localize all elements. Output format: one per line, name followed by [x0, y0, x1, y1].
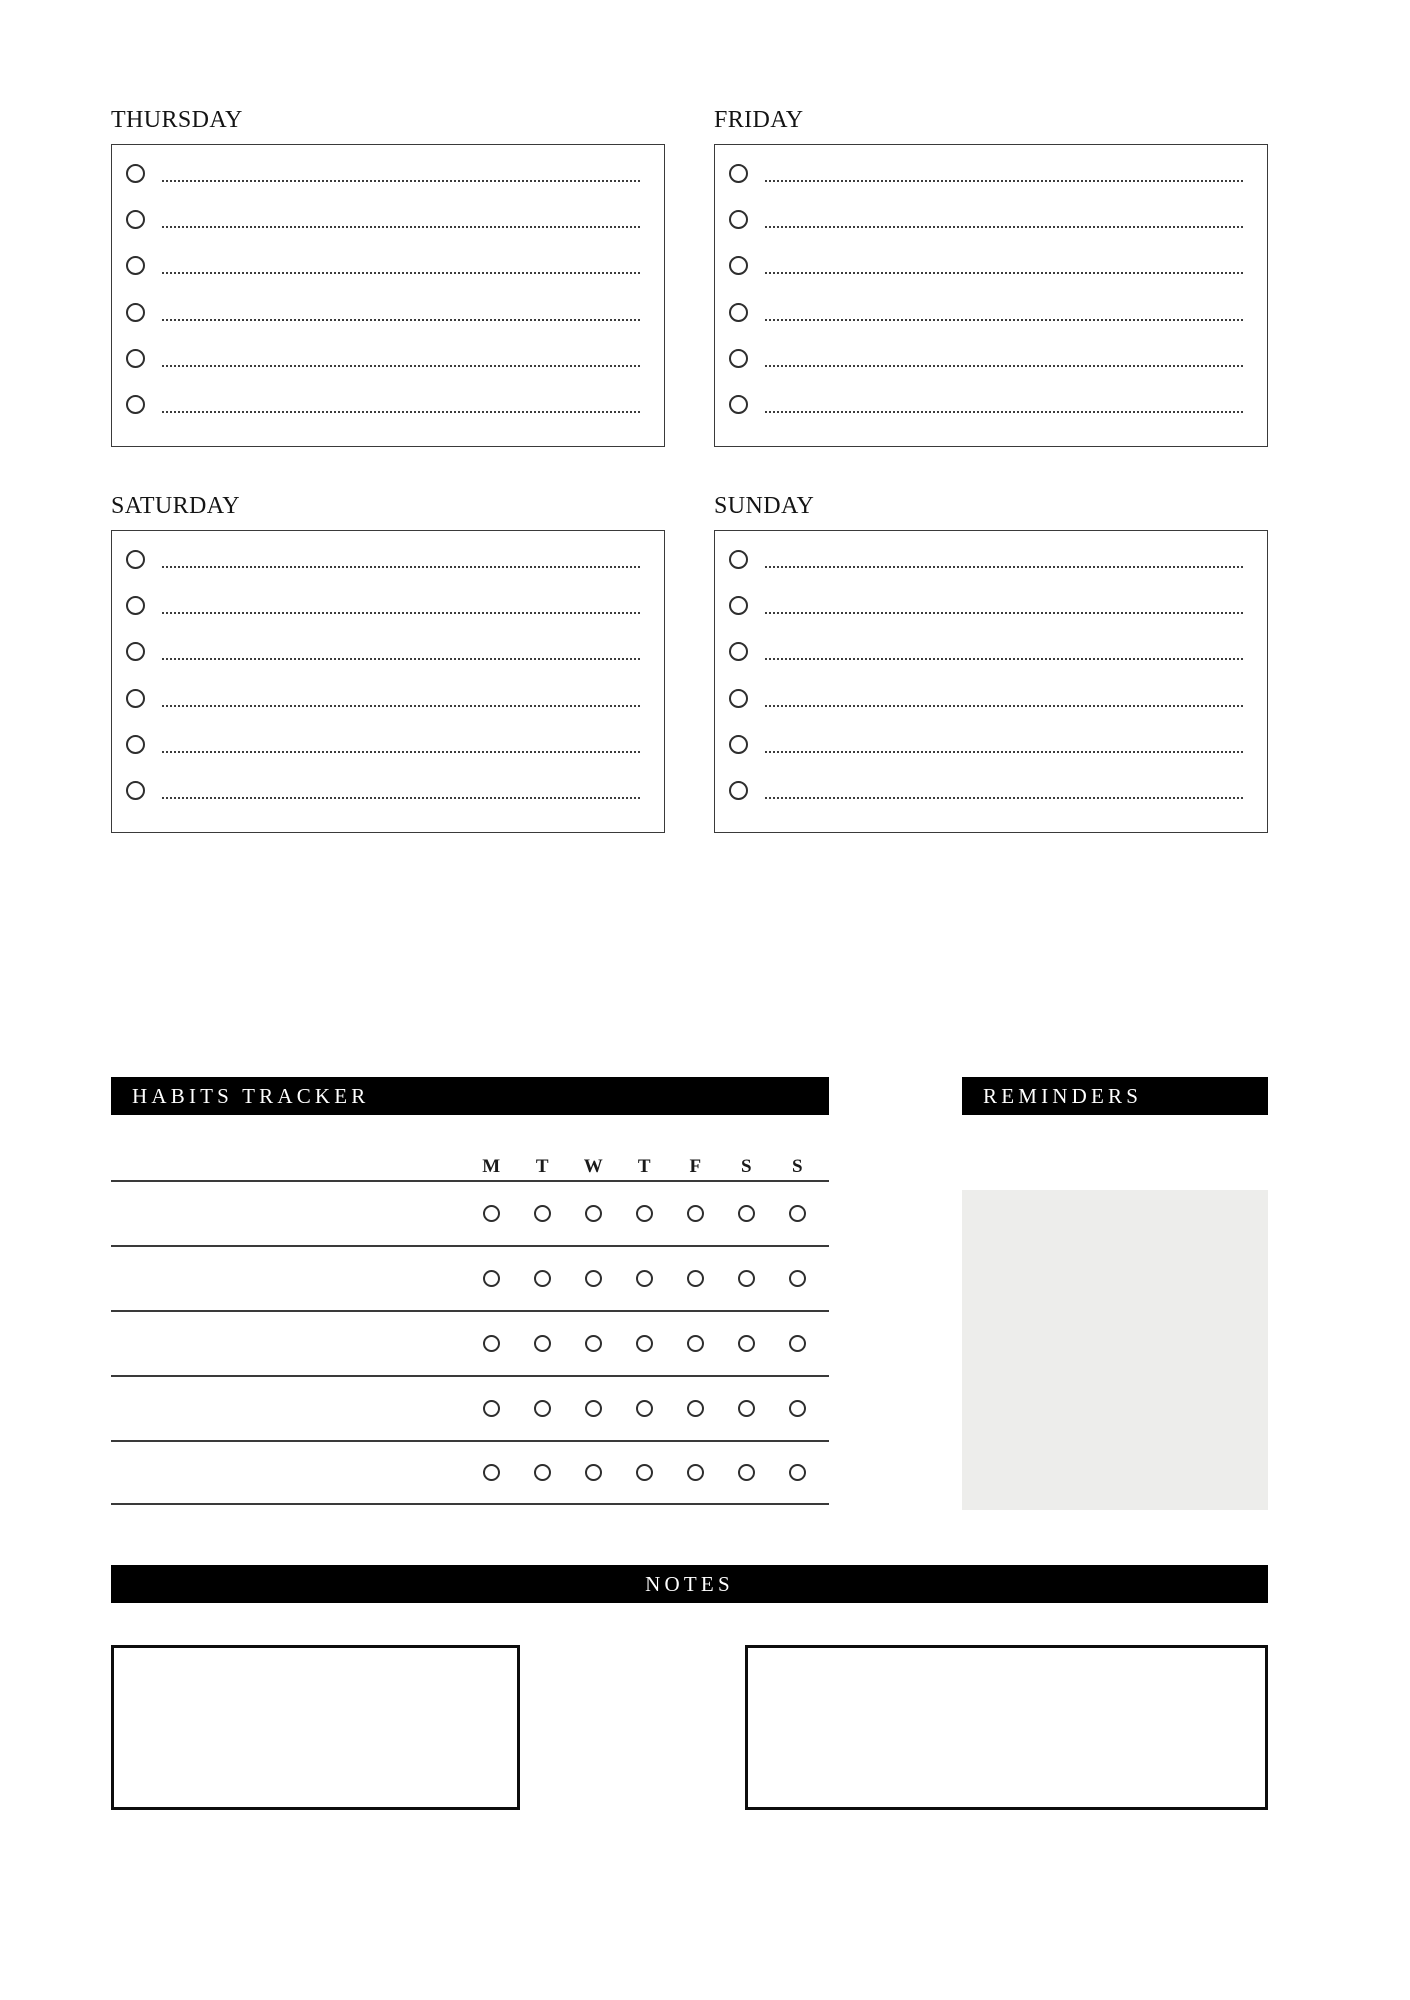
- task-write-line[interactable]: [765, 797, 1243, 799]
- habits-tracker-header: [111, 1077, 829, 1115]
- habit-check-cell[interactable]: [466, 1205, 517, 1222]
- day-block-thursday: [111, 108, 665, 447]
- task-write-line[interactable]: [162, 658, 640, 660]
- habit-check-cell[interactable]: [619, 1464, 670, 1481]
- checkbox-circle-icon[interactable]: [729, 164, 748, 183]
- habit-checkbox-icon[interactable]: [534, 1335, 551, 1352]
- task-row[interactable]: [126, 392, 640, 434]
- day-label-friday: FRIDAY: [714, 107, 804, 133]
- task-row[interactable]: [126, 686, 640, 728]
- habit-check-cell[interactable]: [517, 1270, 568, 1287]
- habit-row[interactable]: [111, 1310, 829, 1375]
- day-block-sunday: [714, 494, 1268, 833]
- habits-day-header-sunday: S: [791, 1156, 804, 1177]
- habit-row[interactable]: [111, 1180, 829, 1245]
- habit-check-cell[interactable]: [721, 1205, 772, 1222]
- task-write-line[interactable]: [162, 226, 640, 228]
- habits-tracker-title: HABITS TRACKER: [132, 1083, 370, 1108]
- task-row[interactable]: [729, 732, 1243, 774]
- habit-check-cell[interactable]: [772, 1335, 823, 1352]
- task-write-line[interactable]: [765, 272, 1243, 274]
- reminders-title: REMINDERS: [983, 1083, 1143, 1108]
- habit-check-cell[interactable]: [619, 1270, 670, 1287]
- day-label-sunday: SUNDAY: [714, 493, 815, 519]
- habit-check-cell[interactable]: [670, 1335, 721, 1352]
- habit-checkbox-icon[interactable]: [483, 1335, 500, 1352]
- habit-row[interactable]: [111, 1440, 829, 1505]
- habit-check-cell[interactable]: [670, 1400, 721, 1417]
- habit-check-cell[interactable]: [619, 1400, 670, 1417]
- habit-checkbox-icon[interactable]: [483, 1400, 500, 1417]
- habit-checkbox-icon[interactable]: [636, 1270, 653, 1287]
- habit-checkbox-icon[interactable]: [687, 1400, 704, 1417]
- habit-check-cell[interactable]: [568, 1335, 619, 1352]
- day-box-friday[interactable]: [714, 144, 1268, 447]
- habit-check-cell[interactable]: [517, 1205, 568, 1222]
- task-row[interactable]: [126, 732, 640, 774]
- habits-day-header-thursday: T: [637, 1156, 652, 1177]
- checkbox-circle-icon[interactable]: [729, 349, 748, 368]
- habit-check-cell[interactable]: [772, 1464, 823, 1481]
- habits-day-header-monday: M: [482, 1156, 501, 1177]
- checkbox-circle-icon[interactable]: [126, 642, 145, 661]
- habit-check-cell[interactable]: [721, 1270, 772, 1287]
- habit-checkbox-icon[interactable]: [585, 1205, 602, 1222]
- habit-checkbox-icon[interactable]: [738, 1464, 755, 1481]
- checkbox-circle-icon[interactable]: [729, 689, 748, 708]
- task-write-line[interactable]: [765, 411, 1243, 413]
- habit-checkbox-icon[interactable]: [687, 1205, 704, 1222]
- task-write-line[interactable]: [765, 612, 1243, 614]
- task-write-line[interactable]: [765, 180, 1243, 182]
- notes-box-right[interactable]: [745, 1645, 1268, 1810]
- habit-check-cell[interactable]: [466, 1335, 517, 1352]
- task-write-line[interactable]: [765, 226, 1243, 228]
- checkbox-circle-icon[interactable]: [729, 596, 748, 615]
- task-row[interactable]: [729, 346, 1243, 388]
- habit-checkbox-icon[interactable]: [483, 1464, 500, 1481]
- day-box-thursday[interactable]: [111, 144, 665, 447]
- task-write-line[interactable]: [162, 566, 640, 568]
- reminders-header: [962, 1077, 1268, 1115]
- habit-checkbox-icon[interactable]: [585, 1400, 602, 1417]
- checkbox-circle-icon[interactable]: [729, 210, 748, 229]
- habit-checkbox-icon[interactable]: [789, 1270, 806, 1287]
- checkbox-circle-icon[interactable]: [729, 642, 748, 661]
- notes-title: NOTES: [645, 1571, 734, 1596]
- checkbox-circle-icon[interactable]: [126, 395, 145, 414]
- habit-checkbox-icon[interactable]: [789, 1205, 806, 1222]
- task-write-line[interactable]: [162, 365, 640, 367]
- habit-checkbox-icon[interactable]: [534, 1400, 551, 1417]
- habit-check-cell[interactable]: [568, 1270, 619, 1287]
- checkbox-circle-icon[interactable]: [126, 781, 145, 800]
- habit-checkbox-icon[interactable]: [738, 1205, 755, 1222]
- task-row[interactable]: [126, 346, 640, 388]
- habits-day-header-saturday: S: [740, 1156, 753, 1177]
- habit-checkbox-icon[interactable]: [585, 1464, 602, 1481]
- habit-checkbox-icon[interactable]: [534, 1464, 551, 1481]
- task-write-line[interactable]: [765, 566, 1243, 568]
- task-row[interactable]: [126, 161, 640, 203]
- day-row-bottom: [111, 494, 1268, 833]
- habit-checkbox-icon[interactable]: [687, 1270, 704, 1287]
- habits-day-header-wednesday: W: [583, 1156, 604, 1177]
- habit-check-cell[interactable]: [670, 1464, 721, 1481]
- habit-checkbox-icon[interactable]: [789, 1400, 806, 1417]
- habit-checkbox-icon[interactable]: [483, 1270, 500, 1287]
- habit-check-cell[interactable]: [466, 1400, 517, 1417]
- habit-check-cell[interactable]: [517, 1335, 568, 1352]
- day-label-thursday: THURSDAY: [111, 107, 243, 133]
- task-row[interactable]: [729, 253, 1243, 295]
- checkbox-circle-icon[interactable]: [126, 303, 145, 322]
- habit-checkbox-icon[interactable]: [585, 1270, 602, 1287]
- day-grid: [111, 108, 1268, 833]
- habit-checkbox-icon[interactable]: [585, 1335, 602, 1352]
- habit-checkbox-icon[interactable]: [738, 1270, 755, 1287]
- checkbox-circle-icon[interactable]: [126, 689, 145, 708]
- habit-check-cell[interactable]: [517, 1400, 568, 1417]
- task-row[interactable]: [729, 161, 1243, 203]
- checkbox-circle-icon[interactable]: [729, 303, 748, 322]
- task-write-line[interactable]: [162, 411, 640, 413]
- reminders-writing-area[interactable]: [962, 1190, 1268, 1510]
- task-row[interactable]: [729, 392, 1243, 434]
- day-block-saturday: [111, 494, 665, 833]
- checkbox-circle-icon[interactable]: [729, 395, 748, 414]
- task-row[interactable]: [729, 207, 1243, 249]
- habit-checkbox-icon[interactable]: [738, 1400, 755, 1417]
- habit-checkbox-icon[interactable]: [636, 1464, 653, 1481]
- habit-check-cell[interactable]: [568, 1464, 619, 1481]
- checkbox-circle-icon[interactable]: [729, 256, 748, 275]
- task-row[interactable]: [126, 253, 640, 295]
- checkbox-circle-icon[interactable]: [729, 550, 748, 569]
- task-write-line[interactable]: [765, 319, 1243, 321]
- day-box-saturday[interactable]: [111, 530, 665, 833]
- habit-checkbox-icon[interactable]: [636, 1205, 653, 1222]
- task-write-line[interactable]: [162, 272, 640, 274]
- habit-checkbox-icon[interactable]: [789, 1464, 806, 1481]
- habits-day-header-friday: F: [689, 1156, 702, 1177]
- task-write-line[interactable]: [162, 319, 640, 321]
- habit-check-cell[interactable]: [772, 1205, 823, 1222]
- day-row-top: [111, 108, 1268, 447]
- habit-checkbox-icon[interactable]: [636, 1400, 653, 1417]
- habit-checkbox-icon[interactable]: [687, 1464, 704, 1481]
- habit-check-cell[interactable]: [619, 1335, 670, 1352]
- habit-row[interactable]: [111, 1245, 829, 1310]
- task-row[interactable]: [126, 593, 640, 635]
- habit-check-cell[interactable]: [466, 1270, 517, 1287]
- checkbox-circle-icon[interactable]: [126, 550, 145, 569]
- habit-check-cell[interactable]: [721, 1464, 772, 1481]
- checkbox-circle-icon[interactable]: [126, 596, 145, 615]
- habit-check-cell[interactable]: [721, 1335, 772, 1352]
- notes-area: [111, 1645, 1268, 1810]
- task-row[interactable]: [729, 778, 1243, 820]
- task-write-line[interactable]: [162, 180, 640, 182]
- habit-check-cell[interactable]: [568, 1205, 619, 1222]
- habit-check-cell[interactable]: [670, 1270, 721, 1287]
- habit-checkbox-icon[interactable]: [636, 1335, 653, 1352]
- habit-check-cell[interactable]: [619, 1205, 670, 1222]
- task-row[interactable]: [729, 686, 1243, 728]
- task-write-line[interactable]: [765, 658, 1243, 660]
- task-write-line[interactable]: [765, 751, 1243, 753]
- notes-box-left[interactable]: [111, 1645, 520, 1810]
- task-write-line[interactable]: [162, 612, 640, 614]
- task-write-line[interactable]: [765, 705, 1243, 707]
- habit-checkbox-icon[interactable]: [483, 1205, 500, 1222]
- habits-day-header-row: [111, 1150, 829, 1180]
- habit-checkbox-icon[interactable]: [534, 1270, 551, 1287]
- task-row[interactable]: [729, 593, 1243, 635]
- checkbox-circle-icon[interactable]: [126, 164, 145, 183]
- task-row[interactable]: [126, 300, 640, 342]
- checkbox-circle-icon[interactable]: [126, 256, 145, 275]
- checkbox-circle-icon[interactable]: [126, 735, 145, 754]
- checkbox-circle-icon[interactable]: [729, 781, 748, 800]
- habit-check-cell[interactable]: [721, 1400, 772, 1417]
- task-write-line[interactable]: [162, 705, 640, 707]
- task-row[interactable]: [126, 547, 640, 589]
- day-block-friday: [714, 108, 1268, 447]
- task-row[interactable]: [126, 778, 640, 820]
- task-row[interactable]: [126, 639, 640, 681]
- checkbox-circle-icon[interactable]: [126, 210, 145, 229]
- checkbox-circle-icon[interactable]: [729, 735, 748, 754]
- habit-checkbox-icon[interactable]: [738, 1335, 755, 1352]
- day-label-saturday: SATURDAY: [111, 493, 241, 519]
- habit-check-cell[interactable]: [466, 1464, 517, 1481]
- task-write-line[interactable]: [765, 365, 1243, 367]
- habit-checkbox-icon[interactable]: [789, 1335, 806, 1352]
- task-row[interactable]: [126, 207, 640, 249]
- task-row[interactable]: [729, 547, 1243, 589]
- habit-check-cell[interactable]: [670, 1205, 721, 1222]
- habit-check-cell[interactable]: [568, 1400, 619, 1417]
- habit-checkbox-icon[interactable]: [534, 1205, 551, 1222]
- notes-header: [111, 1565, 1268, 1603]
- task-write-line[interactable]: [162, 797, 640, 799]
- task-row[interactable]: [729, 639, 1243, 681]
- habits-day-header-tuesday: T: [535, 1156, 550, 1177]
- day-box-sunday[interactable]: [714, 530, 1268, 833]
- habit-check-cell[interactable]: [772, 1270, 823, 1287]
- habit-check-cell[interactable]: [772, 1400, 823, 1417]
- task-write-line[interactable]: [162, 751, 640, 753]
- checkbox-circle-icon[interactable]: [126, 349, 145, 368]
- habit-row[interactable]: [111, 1375, 829, 1440]
- habit-check-cell[interactable]: [517, 1464, 568, 1481]
- task-row[interactable]: [729, 300, 1243, 342]
- habit-checkbox-icon[interactable]: [687, 1335, 704, 1352]
- habits-tracker-table: [111, 1150, 829, 1505]
